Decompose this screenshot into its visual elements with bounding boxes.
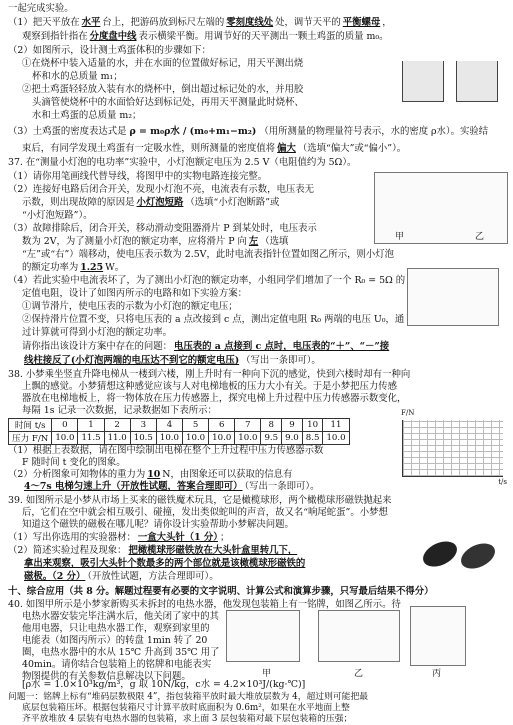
table-cell: 10.0: [235, 432, 261, 445]
line-18: 数为 2V，为了测量小灯泡的额定功率，应将滑片 P 向 左 （选填: [22, 236, 289, 247]
table-cell: 10: [302, 419, 323, 432]
line-17: （3）故障排除后，闭合开关，移动滑动变阻器滑片 P 到某处时，电压表示: [8, 223, 317, 234]
line-40: （2）简述实验过程及现象： 把橄榄球形磁铁放在大头针盒里转几下，: [8, 545, 298, 556]
line-22: 定值电阻，设计了如图丙所示的电路和如下实验方案：: [22, 288, 248, 299]
table-cell: 8: [261, 419, 282, 432]
line-1: 一起完成实验。: [8, 3, 74, 14]
line-38: 知道这个磁铁的磁极在哪儿呢？请你设计实验帮助小梦解决问题。: [22, 519, 294, 530]
table-cell: 9.0: [282, 432, 303, 445]
line-54: 齐平放堆放 4 层装有电热水器的包装箱，求上面 3 层包装箱对最下层包装箱的压强；: [22, 714, 353, 724]
table-cell: 3: [130, 419, 156, 432]
line-49: 40min。请你结合包装箱上的铭牌和电能表实: [22, 659, 212, 670]
line-12: 37. 在“测量小灯泡的电功率”实验中，小灯泡额定电压为 2.5 V（电阻值约为 5Ω）。: [8, 157, 357, 168]
table-cell: 10.0: [52, 432, 78, 445]
line-34: （2）分析图象可知物体的重力为 10 N，由图象还可以获取的信息有: [8, 469, 293, 480]
beaker-left: [402, 61, 444, 102]
nameplate-image: [318, 610, 400, 662]
section-heading: 十、综合应用（共 8 分。解题过程要有必要的文字说明、计算公式和演算步骤，只写最后结果不得分）: [8, 586, 434, 597]
line-16: “小灯泡短路”）。: [22, 210, 93, 221]
beaker-right: [456, 61, 498, 102]
line-48: 圈，电热水器中的水从 15℃ 升高到 35℃ 用了: [22, 647, 220, 658]
line-27: 线柱接反了(小灯泡两端的电压达不到它的额定电压) （写出一条即可）。: [24, 355, 321, 366]
table-cell: 10.0: [156, 432, 182, 445]
line-4: （2）如图所示，设计测土鸡蛋体积的步骤如下：: [8, 45, 211, 56]
line-50: 物图提供的有关参数信息解决以下问题。: [22, 671, 191, 682]
data-table: [8, 418, 350, 445]
line-10: （3）土鸡蛋的密度表达式是 ρ = m₀ρ水 / (m₀+m₁−m₂) （用所测量的物理量符号表示，水的密度 ρ水）。实验结: [8, 126, 489, 137]
table-cell: 10.0: [323, 432, 349, 445]
electric-meter-image: [410, 606, 466, 666]
graph-x-label: t/s: [498, 478, 507, 486]
line-53: 底层包装箱压坏。根据包装箱尺寸计算平放时底面积为 0.6m²，如果在水平地面上整: [22, 703, 350, 713]
line-37: 后，它们在空中就会相互吸引、碰撞，发出类似蛇叫的声音，故又名“响尾蛇蛋”。小梦想: [22, 507, 388, 518]
line-20: 的额定功率为 1.25 W。: [22, 262, 125, 273]
heater-box-image: [226, 610, 300, 662]
line-28: 38. 小梦乘坐竖直升降电梯从一楼到六楼，刚上升时有一种向下沉的感觉，快到六楼时却有一种向: [8, 369, 411, 380]
label-bing: 丙: [432, 669, 442, 679]
table-cell: 6: [209, 419, 235, 432]
line-26: 请你指出该设计方案中存在的问题： 电压表的 a 点接到 c 点时，电压表的“＋”、“－”接: [22, 341, 390, 352]
line-11: 束后，有同学发现土鸡蛋有一定吸水性，则所测量的密度值将 偏大 （选填“偏大”或“偏小”）。: [22, 143, 407, 154]
table-cell: 10.5: [130, 432, 156, 445]
table-cell: 9.5: [261, 432, 282, 445]
line-8: 头滴管使烧杯中的水面恰好达到标记处，再用天平测量此时烧杯、: [32, 97, 304, 108]
circuit-figure: [374, 172, 508, 244]
table-cell: 10.0: [209, 432, 235, 445]
graph-y-label: F/N: [401, 409, 415, 417]
line-15: 示数，则出现故障的原因是 小灯泡短路 （选填“小灯泡断路”或: [22, 197, 280, 208]
table-cell: 10.0: [183, 432, 209, 445]
row-label-time: 时间 t/s: [9, 419, 52, 432]
line-44: 40. 如图甲所示是小梦家新购买未拆封的电热水器，他发现包装箱上有一铭牌，如图乙所示。待: [8, 599, 401, 610]
line-2: （1）把天平放在 水平 台上，把游码放到标尺左端的 零刻度线处 处，调节天平的 平衡螺母 ，: [8, 17, 392, 28]
line-31: 每隔 1s 记录一次数据，记录数据如下表所示：: [22, 405, 217, 416]
label-yi: 乙: [475, 232, 485, 242]
table-cell: 0: [52, 419, 78, 432]
line-23: ①调节滑片，使电压表的示数为小灯泡的额定电压；: [22, 301, 238, 312]
circuit-bing-figure: [407, 268, 499, 326]
line-47: 电能表（如图丙所示）的转盘 1min 转了 20: [22, 635, 208, 646]
line-14: （2）连接好电路后闭合开关，发现小灯泡不亮，电流表有示数，电压表无: [8, 184, 314, 195]
line-52: 问题一：铭牌上标有“堆码层数极限 4”，指包装箱平放时最大堆放层数为 4，超过则可能把最: [8, 692, 369, 702]
line-21: （4）若此实验中电流表坏了，为了测出小灯泡的额定功率，小组同学们增加了一个 R₀ = 5Ω 的: [8, 275, 406, 286]
line-41: 拿出来观察，吸引大头针个数最多的两个部位就是该橄榄球形磁铁的: [24, 558, 306, 569]
label-jia-2: 甲: [262, 669, 272, 679]
table-cell: 5: [183, 419, 209, 432]
line-5: ①在烧杯中装入适量的水，并在水面的位置做好标记，用天平测出烧: [22, 58, 304, 69]
line-51: [ρ水 = 1.0×10³kg/m³，g 取 10N/kg，c水 = 4.2×10³J/(kg·℃)]: [22, 679, 306, 690]
label-jia: 甲: [395, 232, 405, 242]
line-7: ②把土鸡蛋轻轻放入装有水的烧杯中，倒出超过标记处的水，并用胶: [22, 84, 304, 95]
force-time-graph: [401, 409, 507, 486]
line-32: （1）根据上表数据，请在图中绘制出电梯在整个上升过程中压力传感器示数: [8, 445, 324, 456]
table-row: [9, 432, 350, 445]
table-cell: 11: [323, 419, 349, 432]
table-cell: 11.0: [104, 432, 130, 445]
table-cell: 2: [104, 419, 130, 432]
table-cell: 7: [235, 419, 261, 432]
line-36: 39. 如图所示是小梦从市场上买来的磁铁魔术玩具，它是橄榄球形，两个橄榄球形磁铁抛起来: [8, 495, 392, 506]
table-row: [9, 419, 350, 432]
line-46: 他用电器，只让电热水器工作，观察到家里的: [22, 623, 210, 634]
line-39: （1）写出你选用的实验器材： 一盒大头针（1 分） ；: [8, 532, 230, 543]
table-cell: 9: [282, 419, 303, 432]
table-cell: 8.5: [302, 432, 323, 445]
line-3: 观察到指针指在 分度盘中线 表示横梁平衡。用调节好的天平测出一颗土鸡蛋的质量 m₀。: [22, 31, 389, 42]
line-35: 4～7s 电梯匀速上升（开放性试题，答案合理即可） （写出一条即可）。: [24, 481, 320, 492]
line-24: ②保持滑片位置不变，只将电压表的 a 点改接到 c 点，测出定值电阻 R₀ 两端的电压 U₀，通: [22, 314, 405, 325]
line-13: （1）请你用笔画线代替导线，将图甲中的实物电路连接完整。: [8, 171, 268, 182]
line-25: 过计算就可得到小灯泡的额定功率。: [22, 327, 173, 338]
table-cell: 1: [78, 419, 104, 432]
line-33: F 随时间 t 变化的图象。: [22, 457, 126, 468]
magnet-image: [418, 535, 502, 575]
label-yi-2: 乙: [354, 669, 364, 679]
beaker-figure: [398, 53, 502, 105]
line-6: 杯和水的总质量 m₁；: [32, 71, 123, 82]
line-29: 上飘的感觉。小梦猜想这种感觉应该与人对电梯地板的压力大小有关。于是小梦把压力传感: [22, 381, 398, 392]
line-9: 水和土鸡蛋的总质量 m₂；: [32, 110, 142, 121]
line-30: 器放在电梯地板上，将一物体放在压力传感器上，探究电梯上升过程中压力传感器示数变化，: [22, 393, 407, 404]
line-42: 磁极。（2 分） （开放性试题，方法合理即可）。: [24, 571, 219, 582]
table-cell: 4: [156, 419, 182, 432]
line-19: “左”或“右”）端移动，使电压表示数为 2.5V，此时电流表指针位置如图乙所示，则小灯泡: [22, 249, 394, 260]
table-cell: 11.5: [78, 432, 104, 445]
line-45: 电热水器安装完毕注满水后，他关闭了家中的其: [22, 611, 219, 622]
row-label-force: 压力 F/N: [9, 432, 52, 445]
